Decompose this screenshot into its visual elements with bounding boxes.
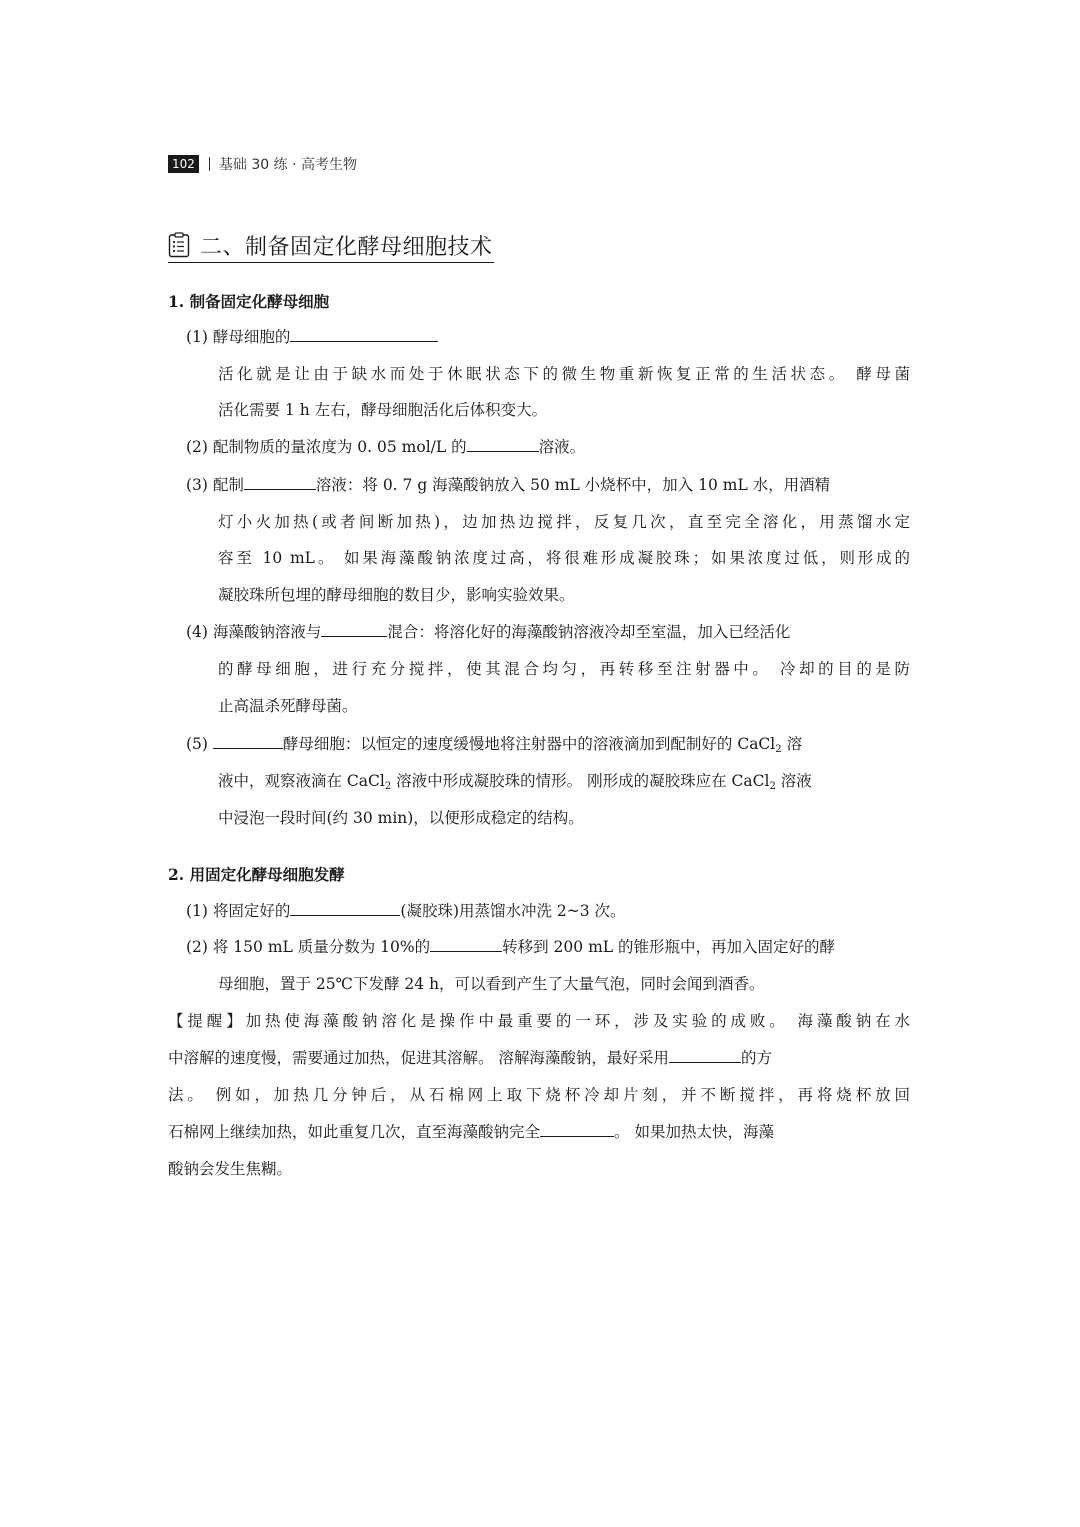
part1-item3-line2: 灯小火加热(或者间断加热)，边加热边搅拌，反复几次，直至完全溶化，用蒸馏水定 xyxy=(218,513,910,531)
fill-blank[interactable] xyxy=(213,734,283,749)
fill-blank[interactable] xyxy=(321,622,387,637)
fill-blank[interactable] xyxy=(290,327,438,342)
book-title: 基础 30 练 · 高考生物 xyxy=(218,157,357,173)
part1-item3-line4: 凝胶珠所包埋的酵母细胞的数目少，影响实验效果。 xyxy=(218,586,575,604)
part1-item4-line3: 止高温杀死酵母菌。 xyxy=(218,697,358,715)
part1-heading: 1. 制备固定化酵母细胞 xyxy=(168,292,330,311)
fill-blank[interactable] xyxy=(669,1048,741,1063)
part2-heading: 2. 用固定化酵母细胞发酵 xyxy=(168,865,345,884)
fill-blank[interactable] xyxy=(540,1122,614,1137)
tip-line5: 酸钠会发生焦糊。 xyxy=(168,1160,293,1178)
page-number: 102 xyxy=(168,155,199,173)
part2-item2: (2) 将 150 mL 质量分数为 10%的 转移到 200 mL 的锥形瓶中，再加入固定好的酵 xyxy=(186,938,835,956)
fill-blank[interactable] xyxy=(244,475,316,490)
header-divider xyxy=(209,157,210,171)
fill-blank[interactable] xyxy=(467,437,539,452)
part1-item1: (1) 酵母细胞的 xyxy=(186,327,438,347)
tip-line3: 法。 例如，加热几分钟后，从石棉网上取下烧杯冷却片刻，并不断搅拌，再将烧杯放回 xyxy=(168,1086,910,1104)
part1-item1-para-line2: 活化需要 1 h 左右，酵母细胞活化后体积变大。 xyxy=(218,401,548,419)
part1-item2: (2) 配制物质的量浓度为 0. 05 mol/L 的 溶液。 xyxy=(186,438,586,456)
part1-item4: (4) 海藻酸钠溶液与 混合：将溶化好的海藻酸钠溶液冷却至室温，加入已经活化 xyxy=(186,623,791,641)
tip-line2: 中溶解的速度慢，需要通过加热，促进其溶解。 溶解海藻酸钠，最好采用 的方 xyxy=(168,1049,772,1067)
part1-item4-line2: 的酵母细胞，进行充分搅拌，使其混合均匀，再转移至注射器中。 冷却的目的是防 xyxy=(218,660,910,678)
part1-item5: (5) 酵母细胞：以恒定的速度缓慢地将注射器中的溶液滴加到配制好的 CaCl$_2$ 溶 xyxy=(186,735,803,755)
part1-item1-para-line1: 活化就是让由于缺水而处于休眠状态下的微生物重新恢复正常的生活状态。 酵母菌 xyxy=(218,365,910,383)
clipboard-icon xyxy=(168,232,190,258)
fill-blank[interactable] xyxy=(430,937,502,952)
section-heading xyxy=(168,228,494,263)
part2-item1: (1) 将固定好的 (凝胶珠)用蒸馏水冲洗 2~3 次。 xyxy=(186,902,626,920)
tip-line1: 【提醒】加热使海藻酸钠溶化是操作中最重要的一环，涉及实验的成败。 海藻酸钠在水 xyxy=(168,1012,910,1030)
tip-line4: 石棉网上继续加热，如此重复几次，直至海藻酸钠完全 。 如果加热太快，海藻 xyxy=(168,1123,774,1141)
part1-item5-line3: 中浸泡一段时间(约 30 min)，以便形成稳定的结构。 xyxy=(218,809,584,827)
part1-item3: (3) 配制 溶液：将 0. 7 g 海藻酸钠放入 50 mL 小烧杯中，加入 10 mL 水，用酒精 xyxy=(186,476,831,494)
part1-item5-line2: 液中，观察液滴在 CaCl$_2$ 溶液中形成凝胶珠的情形。 刚形成的凝胶珠应在 CaCl$_2$ 溶液 xyxy=(218,772,812,792)
running-header xyxy=(168,154,357,174)
part2-item2-line2: 母细胞，置于 25℃下发酵 24 h，可以看到产生了大量气泡，同时会闻到酒香。 xyxy=(218,975,765,993)
fill-blank[interactable] xyxy=(290,901,400,916)
section-title: 二、制备固定化酵母细胞技术 xyxy=(200,234,493,260)
part1-item3-line3: 容至 10 mL。 如果海藻酸钠浓度过高，将很难形成凝胶珠；如果浓度过低，则形成的 xyxy=(218,549,910,567)
